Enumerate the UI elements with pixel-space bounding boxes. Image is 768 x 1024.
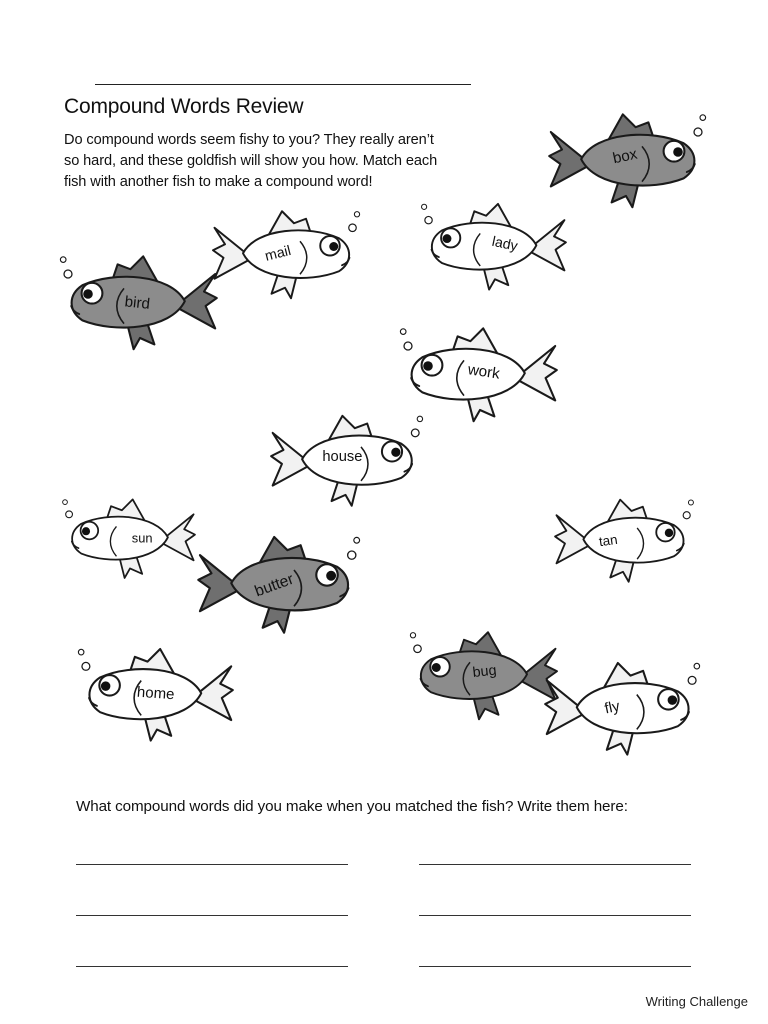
fish-box bbox=[546, 98, 706, 222]
bubble bbox=[694, 663, 700, 669]
bubble bbox=[688, 500, 693, 505]
fish-pupil bbox=[326, 571, 336, 581]
intro-text bbox=[64, 130, 484, 193]
bubble bbox=[60, 257, 66, 263]
intro-line: fish with another fish to make a compound word! bbox=[64, 174, 373, 190]
answer-line[interactable] bbox=[76, 864, 348, 865]
fish-shape bbox=[545, 663, 699, 755]
bubble bbox=[354, 212, 359, 217]
fish-shape bbox=[555, 500, 693, 582]
intro-line: so hard, and these goldfish will show you how. Match each bbox=[64, 153, 438, 169]
fish-word: fly bbox=[603, 697, 622, 718]
answer-line[interactable] bbox=[419, 864, 691, 865]
bubble bbox=[414, 645, 422, 653]
fish-tan bbox=[552, 494, 694, 586]
answer-line[interactable] bbox=[76, 966, 348, 967]
fish-pupil bbox=[443, 234, 452, 243]
bubble bbox=[78, 649, 84, 655]
bubble bbox=[63, 500, 68, 505]
fish-word: work bbox=[466, 361, 501, 383]
fish-word: butter bbox=[252, 570, 297, 601]
fish-home bbox=[78, 638, 236, 750]
bubble bbox=[404, 342, 412, 350]
fish-word: sun bbox=[131, 530, 153, 546]
bubble bbox=[683, 512, 690, 519]
fish-lady bbox=[420, 198, 570, 294]
fish-word: house bbox=[322, 448, 363, 465]
fish-bug bbox=[410, 616, 560, 734]
fish-shape bbox=[63, 499, 195, 578]
fish-pupil bbox=[432, 663, 441, 672]
bubble bbox=[400, 329, 406, 335]
answer-line[interactable] bbox=[76, 915, 348, 916]
footer-label: Writing Challenge bbox=[645, 994, 748, 1009]
bubble bbox=[688, 676, 696, 684]
fish-butter bbox=[195, 522, 360, 646]
fish-pupil bbox=[101, 681, 110, 690]
bubble bbox=[410, 633, 415, 638]
fish-sun bbox=[60, 494, 200, 582]
answer-line[interactable] bbox=[419, 966, 691, 967]
fish-pupil bbox=[83, 289, 93, 299]
fish-pupil bbox=[82, 527, 90, 535]
bubble bbox=[422, 204, 427, 209]
answer-line[interactable] bbox=[419, 915, 691, 916]
bubble bbox=[425, 216, 432, 223]
fish-pupil bbox=[391, 448, 400, 457]
fish-work bbox=[400, 318, 560, 430]
fish-word: bird bbox=[123, 293, 151, 313]
intro-line: Do compound words seem fishy to you? They really aren’t bbox=[64, 132, 434, 148]
fish-word: lady bbox=[490, 232, 520, 254]
worksheet-title: Compound Words Review bbox=[64, 95, 304, 118]
fish-pupil bbox=[673, 147, 683, 157]
bubble bbox=[349, 224, 357, 232]
bubble bbox=[694, 128, 702, 136]
fish-pupil bbox=[668, 695, 677, 704]
fish-word: tan bbox=[597, 531, 619, 550]
fish-mail bbox=[210, 204, 360, 304]
fish-word: box bbox=[611, 145, 639, 168]
bubble bbox=[66, 511, 73, 518]
bubble bbox=[348, 551, 356, 559]
fish-fly bbox=[542, 652, 700, 764]
bubble bbox=[82, 662, 90, 670]
bubble bbox=[64, 270, 72, 278]
bubble bbox=[354, 537, 360, 543]
bubble bbox=[411, 429, 419, 437]
fish-word: home bbox=[136, 683, 176, 704]
fish-pupil bbox=[329, 242, 338, 251]
fish-house bbox=[268, 408, 423, 512]
fish-word: mail bbox=[263, 242, 293, 265]
fish-bird bbox=[60, 238, 220, 366]
bubble bbox=[417, 416, 422, 421]
fish-pupil bbox=[665, 529, 673, 537]
bubble bbox=[700, 115, 706, 121]
answer-question: What compound words did you make when you matched the fish? Write them here: bbox=[76, 798, 628, 815]
fish-pupil bbox=[423, 361, 433, 371]
name-line bbox=[95, 84, 471, 85]
fish-word: bug bbox=[471, 662, 498, 681]
